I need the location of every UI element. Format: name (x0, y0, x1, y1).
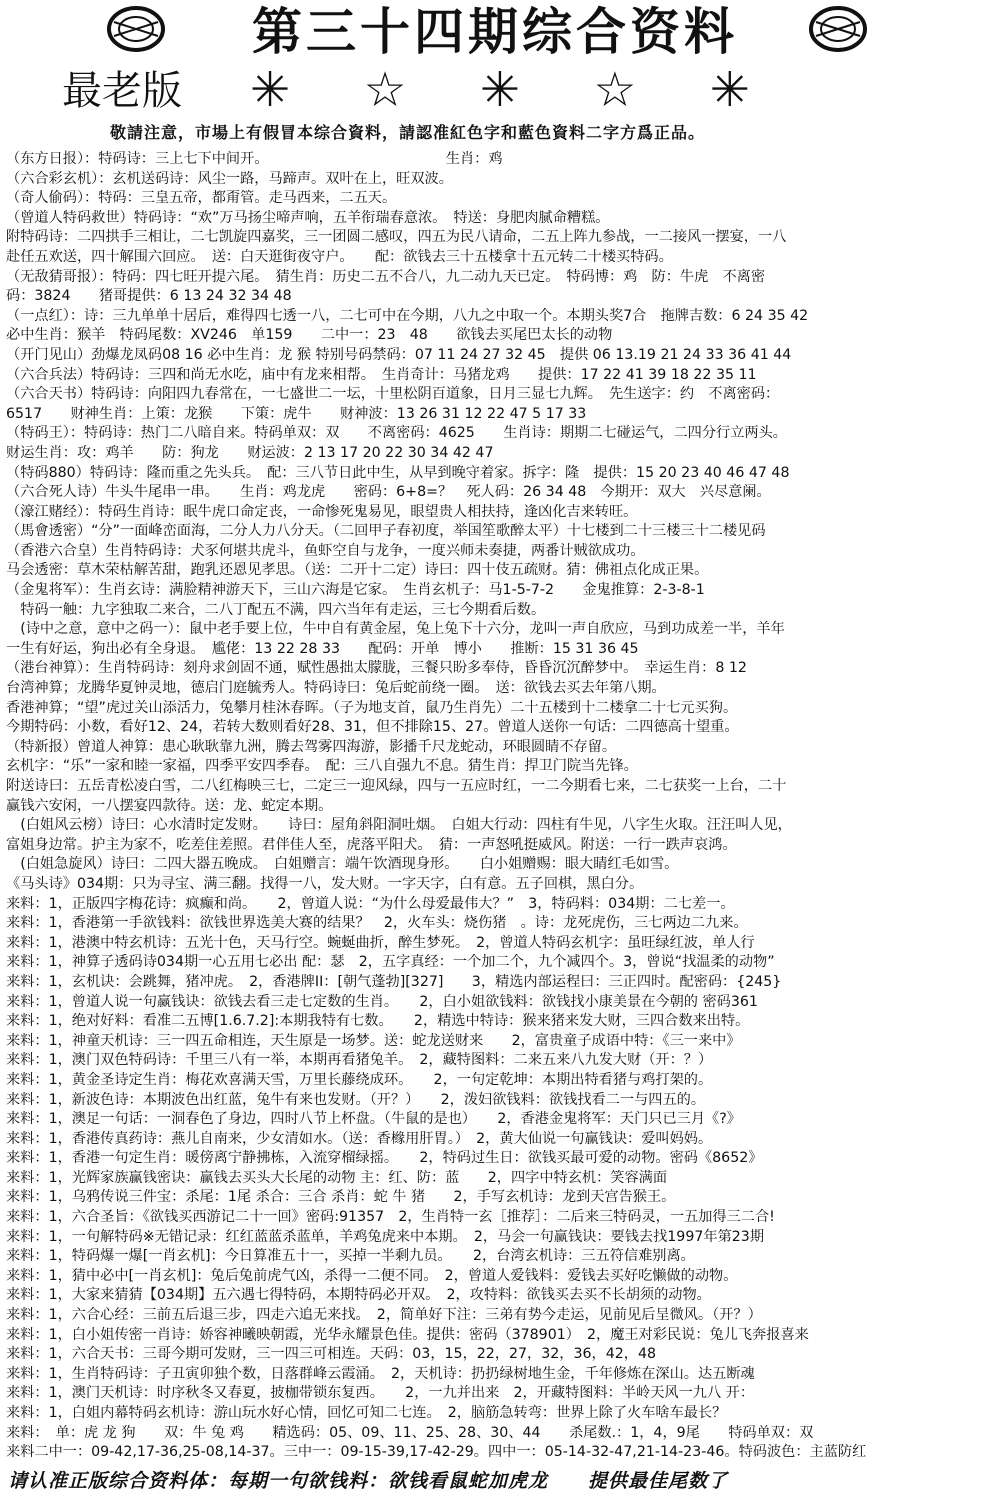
text-line: 来料：1，白姐内幕特码玄机诗：游山玩水好心情，回忆可知二七连。 2，脑筋急转弯：世界上除了火车啥车最长？ (6, 1405, 727, 1421)
text-line: 来料：1，香港一句定生肖：暖傍离宁静拂栋，入流穿榴绿摇。 2，特码过生日：欲钱买最可爱的动物。密码《8652》 (6, 1150, 763, 1167)
text-line: 来料：1，香港第一手欲钱料：欲钱世界选美大赛的结果？ 2，火车头：烧伤猪 。诗：龙死虎伤，三七两边二九来。 (6, 915, 748, 932)
text-line: （一点红）：诗：三九单单十居后，难得四七透一八，二七可中在今期，八九之中取一个。本期头奖7合 拖牌吉数：6 24 35 42 (6, 307, 809, 324)
text-line: 来料：1，澳足一句话：一洞春色了身边，四时八节上杯盘。（牛鼠的是也） 2，香港金鬼将军：天门只已三月《?》 (6, 1111, 741, 1128)
text-line: （六合彩玄机）：玄机送码诗：风尘一路，马蹄声。双叶在上，旺双波。 (6, 170, 453, 187)
text-line: 来料：1，六合圣旨：《欲钱买西游记二十一回》密码:91357 2，生肖特一玄［推荐］：二后来三特码灵，一五加得三二合! (6, 1209, 775, 1226)
emblem-logo-left-icon (106, 4, 166, 54)
text-line: 赢钱六安闲，一八摆宴四款待。送：龙、蛇定本期。 (6, 797, 333, 814)
text-line: 来料：1，大家来猜猜【034期】五六遇七得特码，本期特码必开双。 2，攻特料：欲钱买去买不长胡须的动物。 (6, 1287, 711, 1304)
text-line: 马会透密：草木荣枯解苦甜，跑乳还恩见孝思。（送：二开十二定）诗曰：四十伎五疏财。猜：佛祖点化成正果。 (6, 562, 709, 579)
text-line: （六合兵法）特码诗：三四和尚无水吃，庙中有龙来相帮。 生肖奇计：马猪龙鸡 提供：17 22 41 39 18 22 35 11 (6, 366, 757, 383)
text-line: 码：3824 猪哥提供：6 13 24 32 34 48 (6, 288, 292, 305)
text-line: （开门见山）劲爆龙凤码08 16 必中生肖：龙 猴 特别号码禁码：07 11 24 27 32 45 提供 06 13.19 21 24 33 36 41 44 (6, 346, 792, 363)
text-line: 来料：1，新波色诗：本期波色出红蓝，兔牛有来也发财。（开？） 2，泼妇欲钱料：欲钱找看二一与四五的。 (6, 1091, 706, 1108)
header (0, 0, 986, 62)
text-line: 来料：1，绝对好料：看准二五博[1.6.7.2]:本期我特有七数。 2，精选中特诗：猴来猪来发大财，三四合数来出特。 (6, 1013, 750, 1030)
text-line: （六合天书）特码诗：向阳四九春常在，一七盛世二一坛，十里松阴百道象，日月三显七九辉。 先生送字：约 不离密码： (6, 386, 780, 403)
text-line: （无敌猜哥报）：特码：四七旺开提六尾。 猜生肖：历史二五不合八，九二动九天已定。 特码博：鸡 防：牛虎 不离密 (6, 268, 766, 285)
text-line: 来料：1，曾道人说一句赢钱诀：欲钱去看三走七定数的生肖。 2，白小姐欲钱料：欲钱找小康美景在今朝的 密码361 (6, 993, 758, 1010)
text-line: 《马头诗》034期：只为寻宝、满三翻。找得一八，发大财。一字天字，白有意。五子回棋，黑白分。 (6, 875, 644, 892)
footer-banner: 请认准正版综合资料体：每期一句欲钱料：欲钱看鼠蛇加虎龙 提供最佳尾数了 (8, 1470, 729, 1492)
text-line: （特码880）特码诗：隆而重之先头兵。 配：三八节日此中生，从早到晚守着家。拆字：隆 提供：15 20 23 40 46 47 48 (6, 464, 790, 481)
text-line: 台湾神算；龙腾华夏钟灵地，德启门庭毓秀人。特码诗曰：兔后蛇前绕一圈。 送：欲钱去买去年第八期。 (6, 680, 666, 697)
text-line: 来料： 单：虎 龙 狗 双：牛 兔 鸡 精选码：05、09、11、25、28、30、44 杀尾数.：1，4，9尾 特码单双：双 (6, 1424, 814, 1441)
text-line: 一生有好运，狗出必有全身退。 尴佬：13 22 28 33 配码：开单 博小 推断：15 31 36 45 (6, 640, 639, 657)
text-line: 附特码诗：二四拱手三相让，二七凯旋四嘉奖，三一团圆二感叹，四五为民八请命，二五上阵九参战，一二接风一摆宴，一八 (6, 229, 787, 246)
text-line: （特新报）曾道人神算：患心耿耿靠九洲，腾去驾雾四海游，影播千尺龙蛇动，环眼圆睛不存留。 (6, 738, 617, 755)
text-line: 附送诗曰：五岳青松凌白雪，二八红梅映三七，二定三一迎风绿，四与一五应时红，一二今期看七来，二七获奖一上台，二十 (6, 778, 787, 794)
text-line: 财运生肖：攻：鸡羊 防：狗龙 财运波：2 13 17 20 22 30 34 42 47 (6, 444, 494, 461)
text-line: 来料：1，白小姐传密一肖诗：娇容神曦映朝霞，光华永耀景色佳。提供：密码（378901） 2，魔王对彩民说：兔儿飞奔报喜来 (6, 1326, 809, 1343)
text-line: 来料：1，六合天书：三哥今期可发财，三一四三可相连。天码：03，15，22，27，32，36，42，48 (6, 1346, 657, 1363)
text-line: （特码王）：特码诗：热门二八暗自来。特码单双：双 不离密码：4625 生肖诗：期期二七碰运气，二四分行立两头。 (6, 425, 787, 442)
text-line: 富姐身边常。护主为家不，吃差住差照。君伴佳人至，虎落平阳犬。 猜：一声怒吼挺威风。附送：一行一跌声哀鸿。 (6, 836, 737, 853)
text-line: （馬會透密）“分”一面峰峦面海，二分人力八分天。（二回甲子春初度，举国笙歌醉太平）十七楼到二十三楼三十二楼见码 (6, 523, 766, 540)
outline-star-icon: ☆ (363, 62, 407, 118)
page-title: 第三十四期综合资料 (252, 2, 738, 61)
text-line: 来料：1，特码爆一爆[一肖玄机]：今日算准五十一，买掉一半剩九员。 2，台湾玄机诗：三五符信难别离。 (6, 1248, 695, 1265)
text-line: 来料：1，港澳中特玄机诗：五光十色，天马行空。蜿蜒曲折，醉生梦死。 2，曾道人特码玄机字：虽旺绿红波，单人行 (6, 934, 755, 951)
text-line: 特码一触：九字独取二来合，二八丁配五不满，四六当年有走运，三七今期看后数。 (6, 601, 546, 618)
text-line: （濠江赌经）：特码生肖诗：眠牛虎口命定丧，一命惨死鬼易见，眼望贵人相扶持，逢凶化吉来转旺。 (6, 503, 638, 520)
text-line: （奇人偷码）：特码：三皇五帝，都甭管。走马西来，二五天。 (6, 190, 397, 207)
star-row (250, 62, 750, 118)
text-line: 来料：1，神童天机诗：三一四五命相连，天生原是一场梦。送：蛇龙送财来 2，富贵童子成语中特：《三一来中》 (6, 1032, 741, 1049)
content-body (6, 150, 982, 1462)
text-line: 来料：1，神算子透码诗034期一心五用七必出 配：瑟 2，五字真经：一个加二个，九个减四个。3，曾说“找温柔的动物” (6, 954, 775, 971)
edition-label: 最老版 (62, 68, 182, 114)
text-line: （香港六合皇）生肖特码诗：犬豕何堪共虎斗，鱼虾空自与龙争，一度兴师未奏捷，两番计贼欲成功。 (6, 542, 645, 559)
text-line: 来料：1，香港传真药诗：燕儿自南来，少女清如水。（送：香橼用肝胃。） 2，黄大仙说一句赢钱诀：爱叫妈妈。 (6, 1130, 713, 1147)
text-line: 来料：1，猜中必中[一肖玄机]：兔后兔前虎气凶，杀得一二便不同。 2，曾道人爱钱料：爱钱去买好吃懒做的动物。 (6, 1267, 738, 1284)
text-line: 来料：1，光辉家族赢钱密诀：赢钱去买头大长尾的动物 主：红、防：蓝 2，四字中特玄机：笑容满面 (6, 1169, 668, 1186)
text-line: (诗中之意，意中之码一）：鼠中老手要上位，牛中自有黄金屋，兔上兔下十六分，龙叫一声自欣应，马到功成差一半，羊年 (6, 621, 785, 638)
text-line: 必中生肖：猴羊 特码尾数：XV246 单159 二中一：23 48 欲钱去买尾巴太长的动物 (6, 327, 613, 344)
text-line: 来料：1，澳门双色特码诗：千里三八有一举，本期再看猪兔羊。 2，藏特图料：二来五来八九发大财（开：？） (6, 1052, 713, 1069)
text-line: (白姐风云榜）诗曰：心水清时定发财。 诗曰：屋角斜阳洞吐烟。 白姐大行动：四柱有牛见，八字生火取。汪汪叫人见， (6, 817, 792, 834)
text-line: 来料二中一：09-42,17-36,25-08,14-37。三中一：09-15-39,17-42-29。四中一：05-14-32-47,21-14-23-46。特码波色：主蓝防红 (6, 1444, 867, 1461)
text-line: 来料：1，正版四字梅花诗：疯癫和尚。 2，曾道人说：“为什么母爱最伟大？” 3，特码料：034期：二七差一。 (6, 895, 735, 912)
asterisk-star-icon: ✳ (479, 62, 521, 118)
asterisk-star-icon: ✳ (709, 62, 750, 118)
text-line: （东方日报）：特码诗：三上七下中间开。 生肖：鸡 (6, 151, 503, 167)
text-line: （金鬼将军）：生肖玄诗：满脸精神游天下，三山六海是它家。 生肖玄机子：马1-5-7-2 金鬼推算：2-3-8-1 (6, 582, 705, 599)
emblem-logo-right-icon (808, 4, 868, 54)
text-line: 来料：1，乌鸦传说三件宝：杀尾：1尾 杀合：三合 杀肖：蛇 牛 猪 2，手写玄机诗：龙到天宫告猴王。 (6, 1189, 676, 1206)
text-line: 今期特码：小数，看好12、24，若转大数则看好28、31，但不排除15、27。曾道人送你一句话：二四德高十望重。 (6, 719, 739, 736)
text-line: 赴任五欢送，四十解围六回应。 送：白天逛街夜守户。 配：欲钱去三十五楼拿十五元转二十楼买特码。 (6, 248, 673, 265)
text-line: 来料：1，黄金圣诗定生肖：梅花欢喜满天雪，万里长藤绕成环。 2，一句定乾坤：本期出特看猪与鸡打架的。 (6, 1071, 713, 1088)
authenticity-notice: 敬請注意，市場上有假冒本综合資料，請認准紅色字和藍色資料二字方爲正品。 (110, 123, 706, 142)
asterisk-star-icon: ✳ (250, 62, 291, 118)
text-line: （曾道人特码救世）特码诗：“欢”万马扬尘啼声响，五羊衔瑞春意浓。 特送：身肥肉腻命糟糕。 (6, 209, 610, 226)
text-line: 来料：1，一句解特码※无错记录：红红蓝蓝杀蓝单，羊鸡兔虎来中本期。 2，马会一句赢钱诀：要钱去找1997年第23期 (6, 1228, 765, 1245)
text-line: 来料：1，澳门天机诗：时序秋冬又春夏，披枷带锁东复西。 2，一九并出来 2，开藏特图料：半岭天风一九八 开： (6, 1385, 755, 1402)
text-line: 来料：1，玄机诀：会跳舞，猪冲虎。 2，香港牌II：[朝气蓬勃][327] 3，精选内部运程曰：三正四时。配密码：{245} (6, 973, 782, 990)
text-line: 来料：1，生肖特码诗：子丑寅卯独个数，日落群峰云霞涌。 2，天机诗：扔扔绿树地生金，千年修炼在深山。达五断魂 (6, 1365, 755, 1382)
text-line: （六合死人诗）牛头牛尾串一串。 生肖：鸡龙虎 密码：6+8=？ 死人码：26 34 48 今期开：双大 兴尽意阑。 (6, 484, 771, 501)
text-line: (白姐急旋风）诗曰：二四大器五晚成。 白姐赠言：端午饮酒现身形。 白小姐赠赐：眼大睛红毛如雪。 (6, 856, 679, 873)
text-line: （港台神算）：生肖特码诗：刻舟求剑固不通，赋性愚拙太朦胧，三餐只盼多奉侍，昏昏沉沉醉梦中。 幸运生肖：8 12 (6, 660, 747, 677)
text-line: 6517 财神生肖：上策：龙猴 下策：虎牛 财神波：13 26 31 12 22 47 5 17 33 (6, 405, 587, 422)
outline-star-icon: ☆ (593, 62, 637, 118)
text-line: 玄机字：“乐”一家和睦一家福，四季平安四季春。 配：三八自强九不息。猜生肖：捍卫门院当先锋。 (6, 758, 638, 775)
text-line: 来料：1，六合心经：三前五后退三步，四走六追无来找。 2，简单好下注：三弟有势今走运，见前见后呈微风。（开？） (6, 1307, 762, 1324)
text-line: 香港神算；“望”虎过关山添活力，兔攀月桂沐春晖。（子为地支首，鼠乃生肖先）二十五楼到十二楼拿二十七元买狗。 (6, 699, 738, 716)
